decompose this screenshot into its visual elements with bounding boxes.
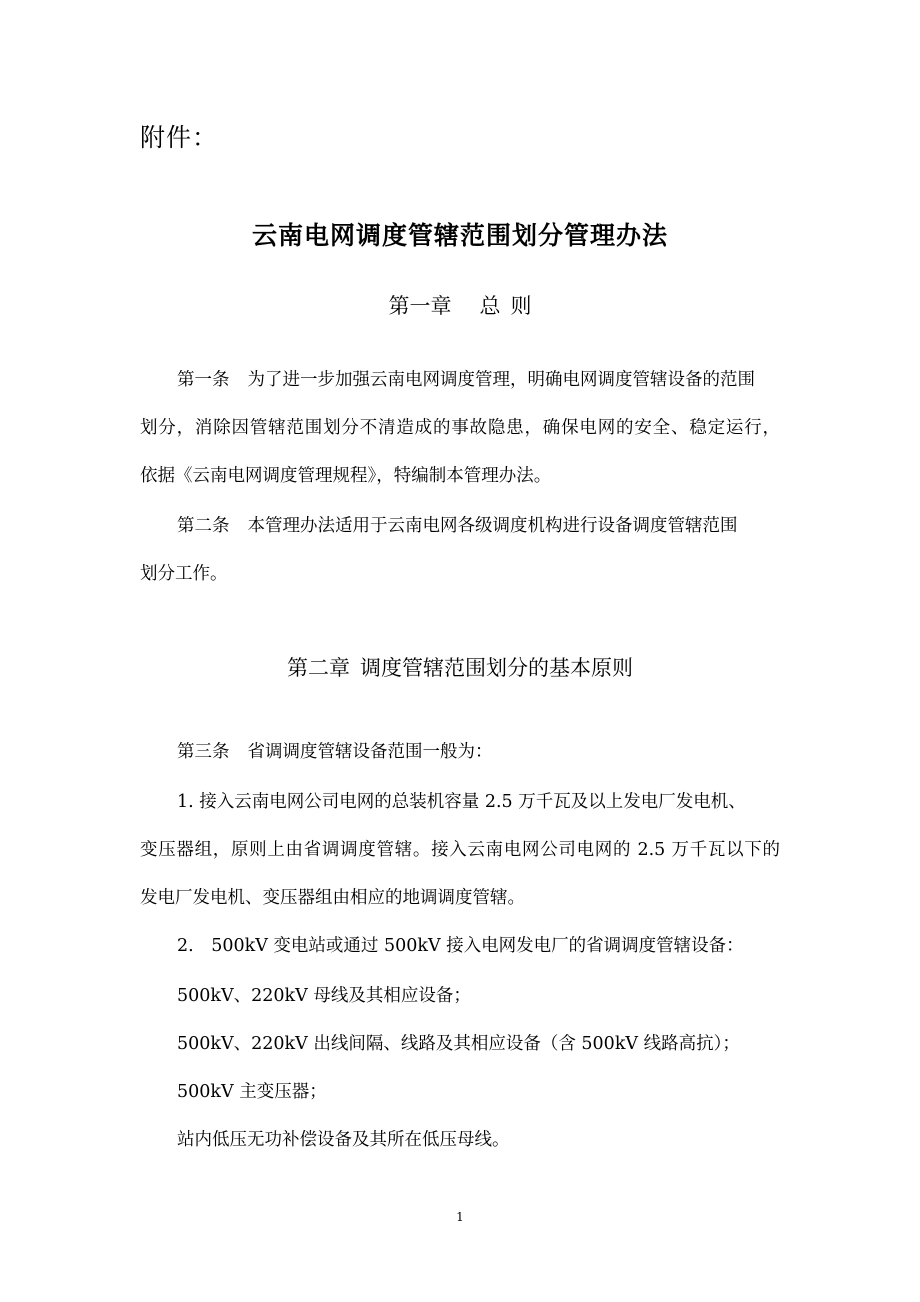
chapter-2-heading	[0, 652, 920, 682]
article-3-label: 第三条	[177, 742, 230, 762]
chapter-1-number: 第一章	[388, 294, 452, 318]
chapter-1-heading	[0, 290, 920, 320]
chapter-2-title: 调度管辖范围划分的基本原则	[360, 656, 633, 680]
article-1-line-1	[177, 366, 755, 391]
chapter-2-number: 第二章	[287, 656, 350, 680]
article-3-line	[177, 738, 493, 763]
article-1-text-1: 为了进一步加强云南电网调度管理，明确电网调度管辖设备的范围	[247, 370, 755, 390]
article-2-line-2: 划分工作。	[140, 564, 228, 584]
chapter-1-title-b: 则	[510, 294, 532, 318]
item-2-line-1: 2. 500kV 变电站或通过 500kV 接入电网发电厂的省调调度管辖设备：	[177, 936, 744, 956]
article-2-line-1	[177, 512, 738, 537]
article-1-line-2: 划分，消除因管辖范围划分不清造成的事故隐患，确保电网的安全、稳定运行，	[140, 418, 780, 438]
page-number: 1	[456, 1210, 464, 1224]
item-1-line-2: 变压器组，原则上由省调调度管辖。接入云南电网公司电网的 2.5 万千瓦以下的	[140, 840, 780, 860]
article-1-label: 第一条	[177, 370, 230, 390]
attachment-label: 附件：	[140, 123, 219, 152]
article-2-label: 第二条	[177, 516, 230, 536]
article-1-line-3: 依据《云南电网调度管理规程》，特编制本管理办法。	[140, 466, 552, 486]
item-2-sub-4: 站内低压无功补偿设备及其所在低压母线。	[177, 1130, 510, 1150]
article-3-text: 省调调度管辖设备范围一般为：	[247, 742, 493, 762]
item-2-sub-2: 500kV、220kV 出线间隔、线路及其相应设备（含 500kV 线路高抗）；	[177, 1034, 740, 1054]
chapter-1-title-a: 总	[479, 294, 501, 318]
article-2-text-1: 本管理办法适用于云南电网各级调度机构进行设备调度管辖范围	[247, 516, 738, 536]
item-2-sub-1: 500kV、220kV 母线及其相应设备；	[177, 986, 471, 1006]
item-1-line-3: 发电厂发电机、变压器组由相应的地调调度管辖。	[140, 888, 525, 908]
item-1-line-1: 1. 接入云南电网公司电网的总装机容量 2.5 万千瓦及以上发电厂发电机、	[177, 792, 746, 812]
item-2-sub-3: 500kV 主变压器；	[177, 1082, 327, 1102]
document-title: 云南电网调度管辖范围划分管理办法	[251, 221, 668, 250]
